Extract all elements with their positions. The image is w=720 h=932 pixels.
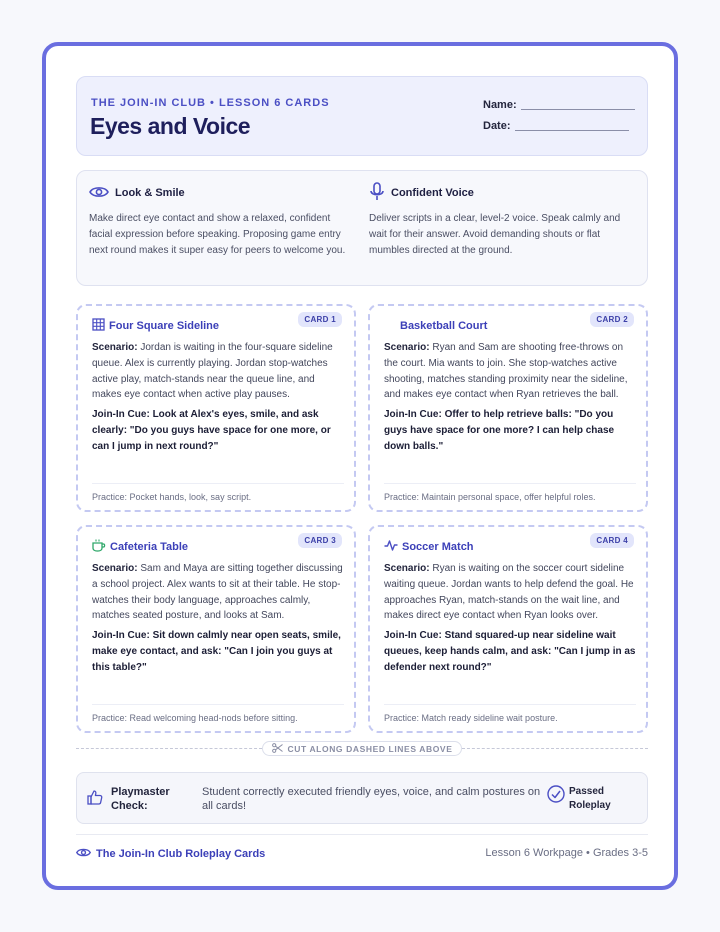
dashed-line [76, 748, 262, 749]
roleplay-card-3 [76, 525, 356, 733]
name-field[interactable] [483, 99, 635, 111]
check-circle-icon [547, 785, 565, 808]
tip-look-smile [89, 183, 353, 259]
roleplay-card-4 [368, 525, 648, 733]
card-title: Cafeteria Table [110, 541, 189, 553]
card-badge: CARD 3 [298, 533, 342, 548]
eye-icon [89, 185, 115, 202]
cut-label: CUT ALONG DASHED LINES ABOVE [262, 741, 462, 756]
scenario-text: Scenario: Jordan is waiting in the four-square sideline queue. Alex is currently playing. Jordan stop-watches active play, match-stands near the queue line, and makes eye contact when active play pauses. [92, 342, 333, 401]
roleplay-card-1 [76, 304, 356, 512]
cup-icon [92, 539, 110, 555]
name-line [521, 109, 635, 110]
join-in-cue: Join-In Cue: Sit down calmly near open seats, smile, make eye contact, and ask: "Can I join you guys at this table?" [92, 630, 341, 673]
card-content [384, 340, 636, 455]
scenario-text: Scenario: Ryan is waiting on the soccer court sideline waiting queue. Jordan wants to help defend the goal. He approaches Ryan, match-stands on the wait line, and makes direct eye contact when Ryan looks over. [384, 563, 634, 622]
card-content [92, 561, 344, 676]
playmaster-check [76, 772, 648, 824]
dashed-line [462, 748, 648, 749]
card-content [384, 561, 636, 676]
footer-meta: Lesson 6 Workpage • Grades 3-5 [485, 847, 648, 859]
cut-line [76, 743, 648, 755]
eye-icon [76, 847, 96, 861]
page-title: Eyes and Voice [90, 113, 251, 139]
card-title: Four Square Sideline [109, 320, 220, 332]
join-in-cue: Join-In Cue: Stand squared-up near sideline wait queues, keep hands calm, and ask: "Can I jump in as defender next round?" [384, 630, 636, 673]
join-in-cue: Join-In Cue: Look at Alex's eyes, smile, and ask clearly: "Do you guys have space for one more, or can I jump in next round?" [92, 409, 331, 452]
tip-title: Confident Voice [391, 187, 474, 199]
card-title: Basketball Court [400, 320, 488, 332]
practice-note: Practice: Match ready sideline wait posture. [384, 704, 636, 723]
join-in-cue: Join-In Cue: Offer to help retrieve balls: "Do you guys have space for one more? I can help chase down balls." [384, 409, 615, 452]
scenario-text: Scenario: Sam and Maya are sitting together discussing a school project. Alex wants to sit at their table. He stop-watches their body language, approaches calmly, matches seated posture, and looks at Sam. [92, 563, 343, 622]
check-status: Passed Roleplay [569, 786, 611, 811]
card-content [92, 340, 344, 455]
roleplay-card-2 [368, 304, 648, 512]
date-label: Date: [483, 120, 511, 132]
worksheet-frame [42, 42, 678, 890]
tip-confident-voice [369, 183, 633, 259]
lesson-kicker: THE JOIN-IN CLUB • LESSON 6 CARDS [91, 97, 330, 109]
date-line [515, 130, 629, 131]
name-label: Name: [483, 99, 517, 111]
activity-icon [384, 539, 402, 555]
card-badge: CARD 1 [298, 312, 342, 327]
tips-panel [76, 170, 648, 286]
worksheet-header [76, 76, 648, 156]
page-footer [76, 834, 648, 860]
card-badge: CARD 4 [590, 533, 634, 548]
grid-icon [92, 318, 109, 334]
scissors-icon [272, 743, 288, 755]
tip-title: Look & Smile [115, 187, 185, 199]
thumbs-up-icon [87, 789, 103, 810]
tip-body: Deliver scripts in a clear, level-2 voice. Speak calmly and wait for their answer. Avoid demanding shouts or flat mumbles directed at the ground. [369, 213, 621, 256]
card-badge: CARD 2 [590, 312, 634, 327]
tip-body: Make direct eye contact and show a relaxed, confident facial expression before speaking. Proposing game entry next round makes it super easy for peers to welcome you. [89, 213, 346, 256]
card-title: Soccer Match [402, 541, 474, 553]
check-message: Student correctly executed friendly eyes, voice, and calm postures on all cards! [202, 786, 541, 812]
practice-note: Practice: Maintain personal space, offer helpful roles. [384, 483, 636, 502]
footer-brand: The Join-In Club Roleplay Cards [96, 848, 266, 860]
date-field[interactable] [483, 120, 629, 132]
practice-note: Practice: Pocket hands, look, say script. [92, 483, 344, 502]
scenario-text: Scenario: Ryan and Sam are shooting free-throws on the court. Mia wants to join. She stop-watches active shooting, matches standing proximity near the sideline, and makes eye contact when Ryan retrieves the ball. [384, 342, 628, 401]
microphone-icon [369, 182, 391, 205]
practice-note: Practice: Read welcoming head-nods before sitting. [92, 704, 344, 723]
check-label: Playmaster Check: [111, 786, 170, 812]
